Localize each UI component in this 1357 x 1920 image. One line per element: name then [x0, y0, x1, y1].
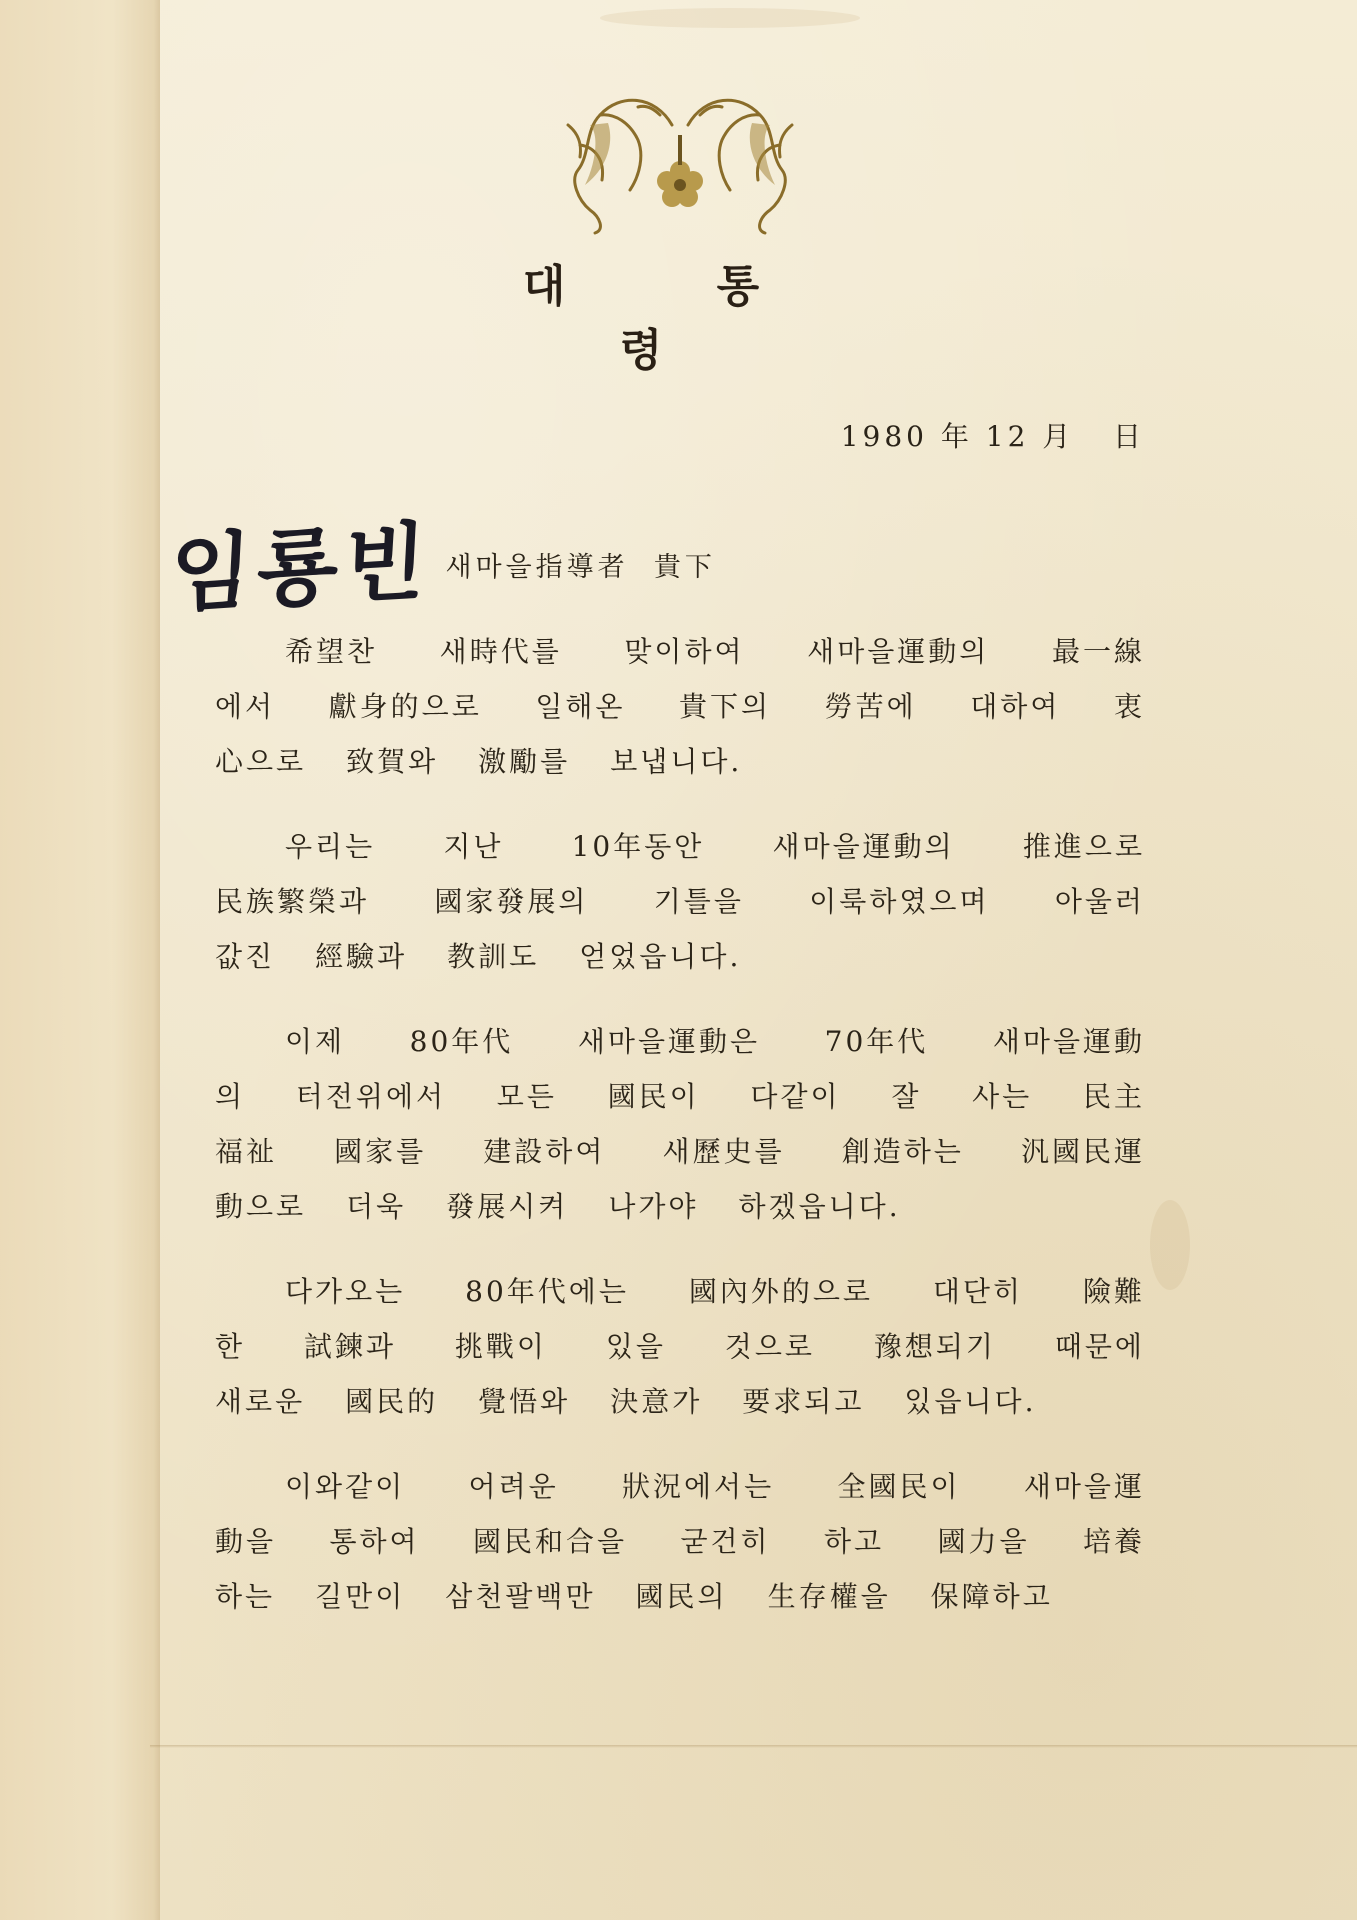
letter-body	[215, 630, 1145, 1660]
letter-word: 挑戰이	[454, 1330, 547, 1363]
letter-word: 기틀을	[653, 885, 744, 918]
letter-word: 70年代	[824, 1025, 929, 1058]
paper-stain	[600, 8, 860, 28]
letter-word: 때문에	[1054, 1330, 1145, 1363]
letter-word: 있읍니다.	[904, 1385, 1037, 1418]
letter-word: 굳건히	[680, 1525, 771, 1558]
document-title: 대 통 령	[522, 261, 828, 376]
letter-word: 어려운	[468, 1470, 559, 1503]
letter-line	[215, 1185, 1145, 1240]
letter-line	[215, 1020, 1145, 1075]
letter-word: 것으로	[724, 1330, 815, 1363]
letter-word: 試鍊과	[303, 1330, 396, 1363]
letter-word: 心으로	[215, 745, 307, 778]
letter-word: 教訓도	[447, 940, 540, 973]
letter-word: 새마을運	[1023, 1470, 1145, 1503]
letter-word: 動을	[215, 1525, 277, 1558]
letter-word: 에서	[215, 690, 276, 723]
letter-word: 하는	[215, 1580, 276, 1613]
letter-line	[215, 1075, 1145, 1130]
letter-paragraph	[215, 630, 1145, 795]
letter-word: 있을	[605, 1330, 666, 1363]
letter-word: 삼천팔백만	[445, 1580, 596, 1613]
letter-word: 더욱	[346, 1190, 407, 1223]
letter-word: 새마을運動의	[807, 635, 990, 668]
letter-word: 勞苦에	[824, 690, 917, 723]
letter-word: 最一線	[1051, 635, 1145, 668]
letter-word: 動으로	[215, 1190, 307, 1223]
letter-line	[215, 1130, 1145, 1185]
letter-word: 80年代	[409, 1025, 514, 1058]
letter-line	[215, 1270, 1145, 1325]
letter-paragraph	[215, 1270, 1145, 1435]
letter-word: 이제	[285, 1025, 346, 1058]
letter-word: 새마을運動	[992, 1025, 1145, 1058]
letter-word: 아울러	[1054, 885, 1145, 918]
letter-word: 民主	[1082, 1080, 1145, 1113]
letter-word: 새로운	[215, 1385, 306, 1418]
letter-word: 의	[215, 1080, 246, 1113]
letter-word: 한	[215, 1330, 246, 1363]
letter-word: 創造하는	[841, 1135, 964, 1168]
letter-word: 發展시켜	[446, 1190, 569, 1223]
letter-word: 培養	[1082, 1525, 1145, 1558]
letter-word: 잘	[891, 1080, 922, 1113]
letter-paragraph	[215, 825, 1145, 990]
letter-word: 우리는	[285, 830, 376, 863]
letter-line	[215, 880, 1145, 935]
letter-word: 國內外的으로	[688, 1275, 873, 1308]
letter-word: 民族繁榮과	[215, 885, 370, 918]
letter-word: 獻身的으로	[328, 690, 482, 723]
letter-word: 福祉	[215, 1135, 278, 1168]
letter-word: 狀況에서는	[621, 1470, 775, 1503]
letter-word: 建設하여	[483, 1135, 606, 1168]
letter-word: 豫想되기	[873, 1330, 996, 1363]
letter-word: 일해온	[535, 690, 626, 723]
letter-word: 激勵를	[478, 745, 571, 778]
letter-word: 國民和合을	[473, 1525, 628, 1558]
letter-word: 要求되고	[742, 1385, 865, 1418]
letter-line	[215, 1465, 1145, 1520]
paper-fold-bottom	[150, 1745, 1357, 1748]
letter-word: 80年代에는	[465, 1275, 629, 1308]
letter-word: 이와같이	[285, 1470, 406, 1503]
letter-word: 다같이	[750, 1080, 841, 1113]
presidential-emblem-icon	[560, 85, 800, 235]
letter-word: 國民的	[345, 1385, 439, 1418]
letter-word: 10年동안	[571, 830, 705, 863]
letter-word: 새時代를	[439, 635, 562, 668]
letter-word: 대단히	[932, 1275, 1024, 1308]
letter-word: 대하여	[970, 690, 1061, 723]
letter-word: 國民의	[635, 1580, 728, 1613]
letter-word: 國力을	[937, 1525, 1030, 1558]
letter-word: 全國民이	[837, 1470, 961, 1503]
letter-word: 保障하고	[930, 1580, 1053, 1613]
letter-word: 얻었읍니다.	[579, 940, 742, 973]
letter-word: 지난	[443, 830, 504, 863]
letter-line	[215, 825, 1145, 880]
letter-line	[215, 1325, 1145, 1380]
recipient-name-handwritten: 임룡빈	[167, 511, 434, 625]
letter-word: 맞이하여	[624, 635, 745, 668]
recipient-line	[167, 490, 716, 625]
letter-word: 통하여	[329, 1525, 420, 1558]
letter-word: 希望찬	[285, 635, 378, 668]
letter-word: 致賀와	[346, 745, 439, 778]
letter-word: 國民이	[607, 1080, 700, 1113]
letter-word: 나가야	[608, 1190, 699, 1223]
letter-word: 새마을運動의	[772, 830, 955, 863]
letter-word: 推進으로	[1022, 830, 1145, 863]
letter-word: 모든	[496, 1080, 557, 1113]
recipient-title: 새마을指導者 貴下	[445, 552, 716, 583]
letter-line	[215, 1380, 1145, 1435]
letter-word: 값진	[215, 940, 276, 973]
letter-word: 衷	[1113, 690, 1145, 723]
letter-line	[215, 630, 1145, 685]
letter-word: 길만이	[315, 1580, 406, 1613]
letter-line	[215, 740, 1145, 795]
letter-line	[215, 1520, 1145, 1575]
letter-word: 險難	[1082, 1275, 1145, 1308]
letter-word: 汎國民運	[1020, 1135, 1145, 1168]
letter-paragraph	[215, 1465, 1145, 1630]
letter-word: 生存權을	[767, 1580, 891, 1613]
letter-word: 새마을運動은	[577, 1025, 761, 1058]
letter-word: 國家發展의	[434, 885, 589, 918]
letter-paragraph	[215, 1020, 1145, 1240]
letter-word: 사는	[972, 1080, 1033, 1113]
letter-word: 國家를	[334, 1135, 427, 1168]
letter-word: 새歷史를	[662, 1135, 785, 1168]
letter-word: 보냅니다.	[610, 745, 743, 778]
letter-line	[215, 685, 1145, 740]
paper-stain	[1150, 1200, 1190, 1290]
letter-word: 이룩하였으며	[809, 885, 990, 918]
letter-word: 다가오는	[285, 1275, 406, 1308]
letter-line	[215, 935, 1145, 990]
letter-line	[215, 1575, 1145, 1630]
letter-word: 터전위에서	[295, 1080, 447, 1113]
letter-word: 決意가	[610, 1385, 703, 1418]
letter-word: 覺悟와	[478, 1385, 571, 1418]
paper-fold-left	[0, 0, 160, 1920]
letter-word: 貴下의	[679, 690, 772, 723]
letter-date: 1980 年 12 月 日	[840, 420, 1145, 453]
letter-word: 하겠읍니다.	[738, 1190, 901, 1223]
letter-word: 經驗과	[315, 940, 408, 973]
letter-word: 하고	[824, 1525, 885, 1558]
